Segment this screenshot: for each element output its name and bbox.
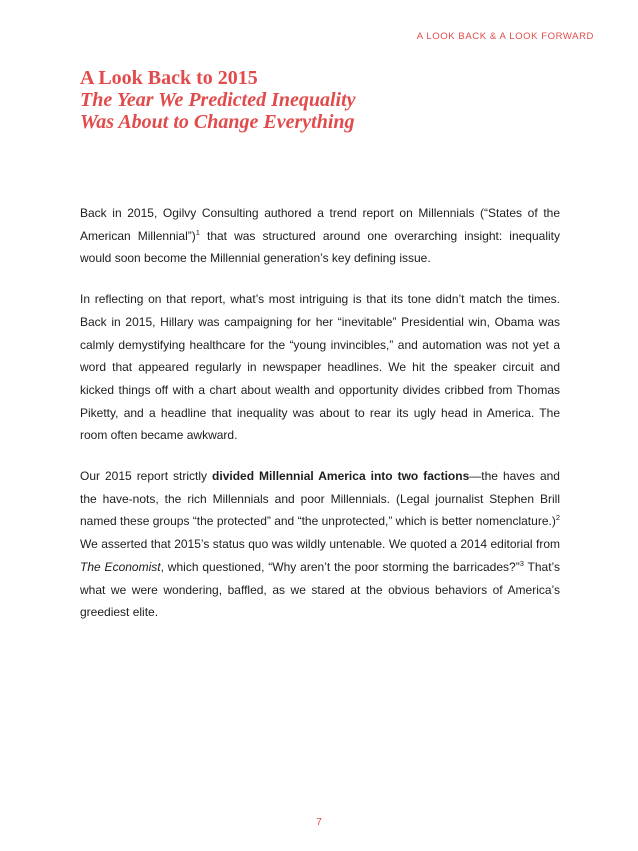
paragraph-1-text-b: that was structured around one overarching insight: inequality would soon become the Millennial generation’s key defining issue. (80, 228, 560, 266)
running-header: A LOOK BACK & A LOOK FORWARD (416, 31, 594, 42)
footnote-ref-3: 3 (519, 558, 524, 568)
article-body (80, 202, 560, 642)
paragraph-3-text-c: We asserted that 2015’s status quo was wildly untenable. We quoted a 2014 editorial from (80, 537, 560, 552)
page-number: 7 (316, 816, 322, 828)
paragraph-3-text-a: Our 2015 report strictly (80, 469, 213, 484)
page-title (80, 67, 560, 133)
paragraph-3 (80, 465, 560, 624)
paragraph-3-text-d: , which questioned, “Why aren’t the poor storming the barricades?” (160, 559, 520, 574)
footnote-ref-1: 1 (195, 227, 200, 237)
subtitle-line-1: The Year We Predicted Inequality (80, 89, 356, 111)
paragraph-1 (80, 202, 560, 270)
paragraph-3-text-e: That’s what we were wondering, baffled, as we stared at the obvious behaviors of America’s greediest elite. (80, 559, 560, 620)
subtitle-line-2: Was About to Change Everything (80, 111, 355, 133)
publication-title: The Economist (80, 559, 161, 574)
title-line-1: A Look Back to 2015 (80, 67, 258, 89)
paragraph-2: In reflecting on that report, what’s most intriguing is that its tone didn’t match the times. Back in 2015, Hillary was campaigning for her “inevitable” Presidential win, Obama was calmly demystifying healthcare for the “young invincibles,” and automation was not yet a word that appeared regularly in newspaper headlines. We hit the speaker circuit and kicked things off with a chart about wealth and opportunity divides cribbed from Thomas Piketty, and a headline that inequality was about to rear its ugly head in America. The room often became awkward. (80, 292, 560, 443)
paragraph-3-bold-phrase: divided Millennial America into two factions (212, 469, 470, 484)
paragraph-1-text-a: Back in 2015, Ogilvy Consulting authored a trend report on Millennials (“States of the American Millennial”) (80, 206, 560, 243)
footnote-ref-2: 2 (555, 513, 560, 523)
paragraph-3-text-b: —the haves and the have-nots, the rich Millennials and poor Millennials. (Legal journalist Stephen Brill named these groups “the protected” and “the unprotected,” which is better nomenclature.) (80, 469, 560, 529)
